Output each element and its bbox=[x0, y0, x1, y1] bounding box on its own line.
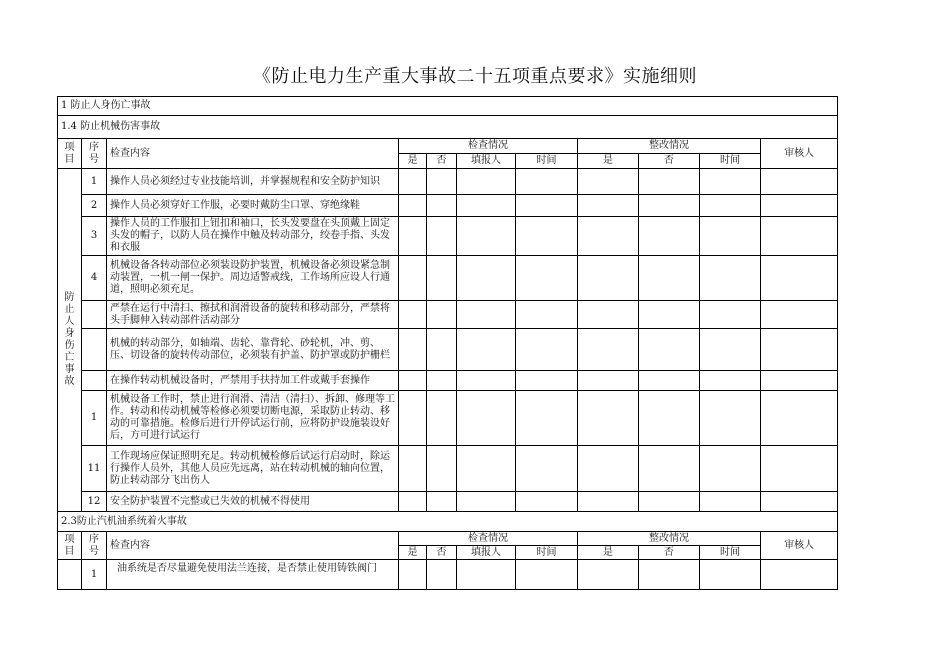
row-seq bbox=[82, 329, 107, 371]
item-category-empty bbox=[58, 560, 82, 590]
table-row bbox=[58, 391, 838, 446]
header-no: 否 bbox=[427, 546, 457, 560]
cell-no-2[interactable] bbox=[639, 195, 700, 217]
cell-time-2[interactable] bbox=[700, 256, 761, 301]
cell-no-2[interactable] bbox=[639, 492, 700, 512]
header-content: 检查内容 bbox=[107, 139, 399, 169]
cell-reviewer[interactable] bbox=[761, 169, 838, 195]
row-content: 安全防护装置不完整或已失效的机械不得使用 bbox=[107, 492, 399, 512]
cell-reviewer[interactable] bbox=[761, 329, 838, 371]
cell-time[interactable] bbox=[516, 371, 578, 391]
cell-no[interactable] bbox=[427, 301, 457, 329]
table-row bbox=[58, 560, 838, 590]
header-inspection: 检查情况 bbox=[399, 532, 578, 546]
section-row bbox=[58, 97, 838, 116]
table-row bbox=[58, 301, 838, 329]
cell-reporter[interactable] bbox=[457, 446, 516, 492]
header-yes: 是 bbox=[399, 154, 427, 169]
cell-yes[interactable] bbox=[399, 256, 427, 301]
row-seq bbox=[82, 371, 107, 391]
cell-no-2[interactable] bbox=[639, 560, 700, 590]
cell-yes-2[interactable] bbox=[578, 329, 639, 371]
row-seq: 1 bbox=[82, 560, 107, 590]
row-seq: 11 bbox=[82, 446, 107, 492]
row-seq: 12 bbox=[82, 492, 107, 512]
header-yes-2: 是 bbox=[578, 154, 639, 169]
cell-time[interactable] bbox=[516, 446, 578, 492]
row-content: 油系统是否尽量避免使用法兰连接，是否禁止使用铸铁阀门 bbox=[107, 560, 399, 590]
table-row bbox=[58, 169, 838, 195]
cell-time[interactable] bbox=[516, 560, 578, 590]
row-content: 严禁在运行中清扫、擦拭和润滑设备的旋转和移动部分，严禁将头手脚伸入转动部件活动部分 bbox=[107, 301, 399, 329]
header-reporter: 填报人 bbox=[457, 546, 516, 560]
cell-reporter[interactable] bbox=[457, 169, 516, 195]
header-content: 检查内容 bbox=[107, 532, 399, 560]
table-row bbox=[58, 329, 838, 371]
cell-no[interactable] bbox=[427, 371, 457, 391]
header-row-1 bbox=[58, 139, 838, 154]
header-reviewer: 审核人 bbox=[761, 532, 838, 560]
header-reviewer: 审核人 bbox=[761, 139, 838, 169]
cell-no[interactable] bbox=[427, 492, 457, 512]
cell-reviewer[interactable] bbox=[761, 195, 838, 217]
table-row bbox=[58, 256, 838, 301]
cell-no[interactable] bbox=[427, 329, 457, 371]
header-item: 项目 bbox=[58, 139, 82, 169]
header-rectification: 整改情况 bbox=[578, 532, 761, 546]
document-title: 《防止电力生产重大事故二十五项重点要求》实施细则 bbox=[253, 66, 697, 87]
row-seq: 3 bbox=[82, 217, 107, 256]
cell-time-2[interactable] bbox=[700, 329, 761, 371]
row-seq bbox=[82, 301, 107, 329]
cell-reporter[interactable] bbox=[457, 391, 516, 446]
cell-yes-2[interactable] bbox=[578, 256, 639, 301]
cell-reporter[interactable] bbox=[457, 301, 516, 329]
cell-yes[interactable] bbox=[399, 329, 427, 371]
item-category-label: 防止人身伤亡事故 bbox=[64, 292, 75, 387]
cell-time[interactable] bbox=[516, 329, 578, 371]
table-row bbox=[58, 195, 838, 217]
cell-no-2[interactable] bbox=[639, 169, 700, 195]
row-content: 操作人员必须经过专业技能培训，并掌握规程和安全防护知识 bbox=[107, 169, 399, 195]
row-content: 操作人员的工作服扣上钮扣和袖口，长头发要盘在头顶戴上固定头发的帽子，以防人员在操作中触及转动部分，绞卷手指、头发和衣服 bbox=[107, 217, 399, 256]
cell-time-2[interactable] bbox=[700, 560, 761, 590]
cell-yes-2[interactable] bbox=[578, 492, 639, 512]
cell-yes-2[interactable] bbox=[578, 371, 639, 391]
row-content: 在操作转动机械设备时，严禁用手扶持加工件或戴手套操作 bbox=[107, 371, 399, 391]
cell-no[interactable] bbox=[427, 217, 457, 256]
header-time-2: 时间 bbox=[700, 546, 761, 560]
table-row bbox=[58, 446, 838, 492]
row-content: 机械设备各转动部位必须装设防护装置，机械设备必须设紧急制动装置，一机一闸一保护。周边适警戒线，工作场所应设人行通道，照明必须充足。 bbox=[107, 256, 399, 301]
cell-yes[interactable] bbox=[399, 446, 427, 492]
cell-reporter[interactable] bbox=[457, 492, 516, 512]
row-content: 机械的转动部分，如轴端、齿轮、靠背轮、砂轮机，冲、剪、压、切设备的旋转传动部位，必须装有护盖、防护罩或防护栅栏 bbox=[107, 329, 399, 371]
table-row bbox=[58, 371, 838, 391]
cell-time-2[interactable] bbox=[700, 217, 761, 256]
cell-yes[interactable] bbox=[399, 492, 427, 512]
cell-reviewer[interactable] bbox=[761, 446, 838, 492]
row-content: 机械设备工作时，禁止进行润滑、清洁（清扫）、拆卸、修理等工作。转动和传动机械等检修必须要切断电源，采取防止转动、移动的可靠措施。检修后进行开停试运行前，应将防护设施装设好后，方可进行试运行 bbox=[107, 391, 399, 446]
cell-yes-2[interactable] bbox=[578, 301, 639, 329]
cell-no-2[interactable] bbox=[639, 329, 700, 371]
cell-time[interactable] bbox=[516, 492, 578, 512]
header-row-1 bbox=[58, 532, 838, 546]
header-inspection: 检查情况 bbox=[399, 139, 578, 154]
cell-time[interactable] bbox=[516, 391, 578, 446]
cell-reviewer[interactable] bbox=[761, 256, 838, 301]
cell-reporter[interactable] bbox=[457, 560, 516, 590]
cell-time[interactable] bbox=[516, 195, 578, 217]
cell-reviewer[interactable] bbox=[761, 371, 838, 391]
item-category bbox=[58, 169, 82, 512]
header-time: 时间 bbox=[516, 546, 578, 560]
cell-no-2[interactable] bbox=[639, 371, 700, 391]
inspection-table bbox=[57, 96, 838, 590]
row-content: 工作现场应保证照明充足。转动机械检修后试运行启动时，除运行操作人员外，其他人员应先远离，站在转动机械的轴向位置，防止转动部分飞出伤人 bbox=[107, 446, 399, 492]
cell-time-2[interactable] bbox=[700, 371, 761, 391]
header-yes-2: 是 bbox=[578, 546, 639, 560]
cell-reporter[interactable] bbox=[457, 217, 516, 256]
cell-time[interactable] bbox=[516, 256, 578, 301]
table-row bbox=[58, 492, 838, 512]
cell-reviewer[interactable] bbox=[761, 560, 838, 590]
row-seq: 1 bbox=[82, 391, 107, 446]
header-seq: 序号 bbox=[82, 532, 107, 560]
cell-time[interactable] bbox=[516, 301, 578, 329]
cell-yes[interactable] bbox=[399, 391, 427, 446]
subsection-title: 1.4 防止机械伤害事故 bbox=[58, 116, 838, 139]
cell-reporter[interactable] bbox=[457, 371, 516, 391]
header-no-2: 否 bbox=[639, 154, 700, 169]
cell-time-2[interactable] bbox=[700, 391, 761, 446]
cell-reporter[interactable] bbox=[457, 195, 516, 217]
cell-no[interactable] bbox=[427, 391, 457, 446]
cell-yes-2[interactable] bbox=[578, 195, 639, 217]
section-row bbox=[58, 512, 838, 532]
cell-reviewer[interactable] bbox=[761, 301, 838, 329]
header-time: 时间 bbox=[516, 154, 578, 169]
cell-yes[interactable] bbox=[399, 169, 427, 195]
header-no-2: 否 bbox=[639, 546, 700, 560]
cell-no-2[interactable] bbox=[639, 256, 700, 301]
cell-reviewer[interactable] bbox=[761, 391, 838, 446]
cell-time[interactable] bbox=[516, 169, 578, 195]
cell-reporter[interactable] bbox=[457, 329, 516, 371]
cell-no[interactable] bbox=[427, 195, 457, 217]
cell-no[interactable] bbox=[427, 560, 457, 590]
cell-no[interactable] bbox=[427, 256, 457, 301]
header-reporter: 填报人 bbox=[457, 154, 516, 169]
row-seq: 2 bbox=[82, 195, 107, 217]
header-item: 项目 bbox=[58, 532, 82, 560]
section-title: 1 防止人身伤亡事故 bbox=[58, 97, 838, 116]
row-seq: 1 bbox=[82, 169, 107, 195]
cell-no[interactable] bbox=[427, 169, 457, 195]
section-title-2: 2.3防止汽机油系统着火事故 bbox=[58, 512, 838, 532]
table-row bbox=[58, 217, 838, 256]
cell-no-2[interactable] bbox=[639, 217, 700, 256]
cell-no-2[interactable] bbox=[639, 391, 700, 446]
cell-yes-2[interactable] bbox=[578, 391, 639, 446]
subsection-row bbox=[58, 116, 838, 139]
cell-yes-2[interactable] bbox=[578, 169, 639, 195]
cell-time-2[interactable] bbox=[700, 492, 761, 512]
cell-yes-2[interactable] bbox=[578, 560, 639, 590]
cell-yes[interactable] bbox=[399, 371, 427, 391]
cell-no[interactable] bbox=[427, 446, 457, 492]
header-time-2: 时间 bbox=[700, 154, 761, 169]
row-content: 操作人员必须穿好工作服，必要时戴防尘口罩、穿绝缘鞋 bbox=[107, 195, 399, 217]
cell-reviewer[interactable] bbox=[761, 217, 838, 256]
cell-reporter[interactable] bbox=[457, 256, 516, 301]
cell-time-2[interactable] bbox=[700, 169, 761, 195]
header-seq: 序号 bbox=[82, 139, 107, 169]
cell-no-2[interactable] bbox=[639, 446, 700, 492]
cell-time-2[interactable] bbox=[700, 301, 761, 329]
cell-yes[interactable] bbox=[399, 195, 427, 217]
cell-reviewer[interactable] bbox=[761, 492, 838, 512]
cell-time-2[interactable] bbox=[700, 446, 761, 492]
cell-no-2[interactable] bbox=[639, 301, 700, 329]
cell-time[interactable] bbox=[516, 217, 578, 256]
header-rectification: 整改情况 bbox=[578, 139, 761, 154]
row-seq: 4 bbox=[82, 256, 107, 301]
cell-time-2[interactable] bbox=[700, 195, 761, 217]
cell-yes[interactable] bbox=[399, 560, 427, 590]
cell-yes[interactable] bbox=[399, 301, 427, 329]
cell-yes[interactable] bbox=[399, 217, 427, 256]
header-no: 否 bbox=[427, 154, 457, 169]
cell-yes-2[interactable] bbox=[578, 446, 639, 492]
cell-yes-2[interactable] bbox=[578, 217, 639, 256]
header-yes: 是 bbox=[399, 546, 427, 560]
